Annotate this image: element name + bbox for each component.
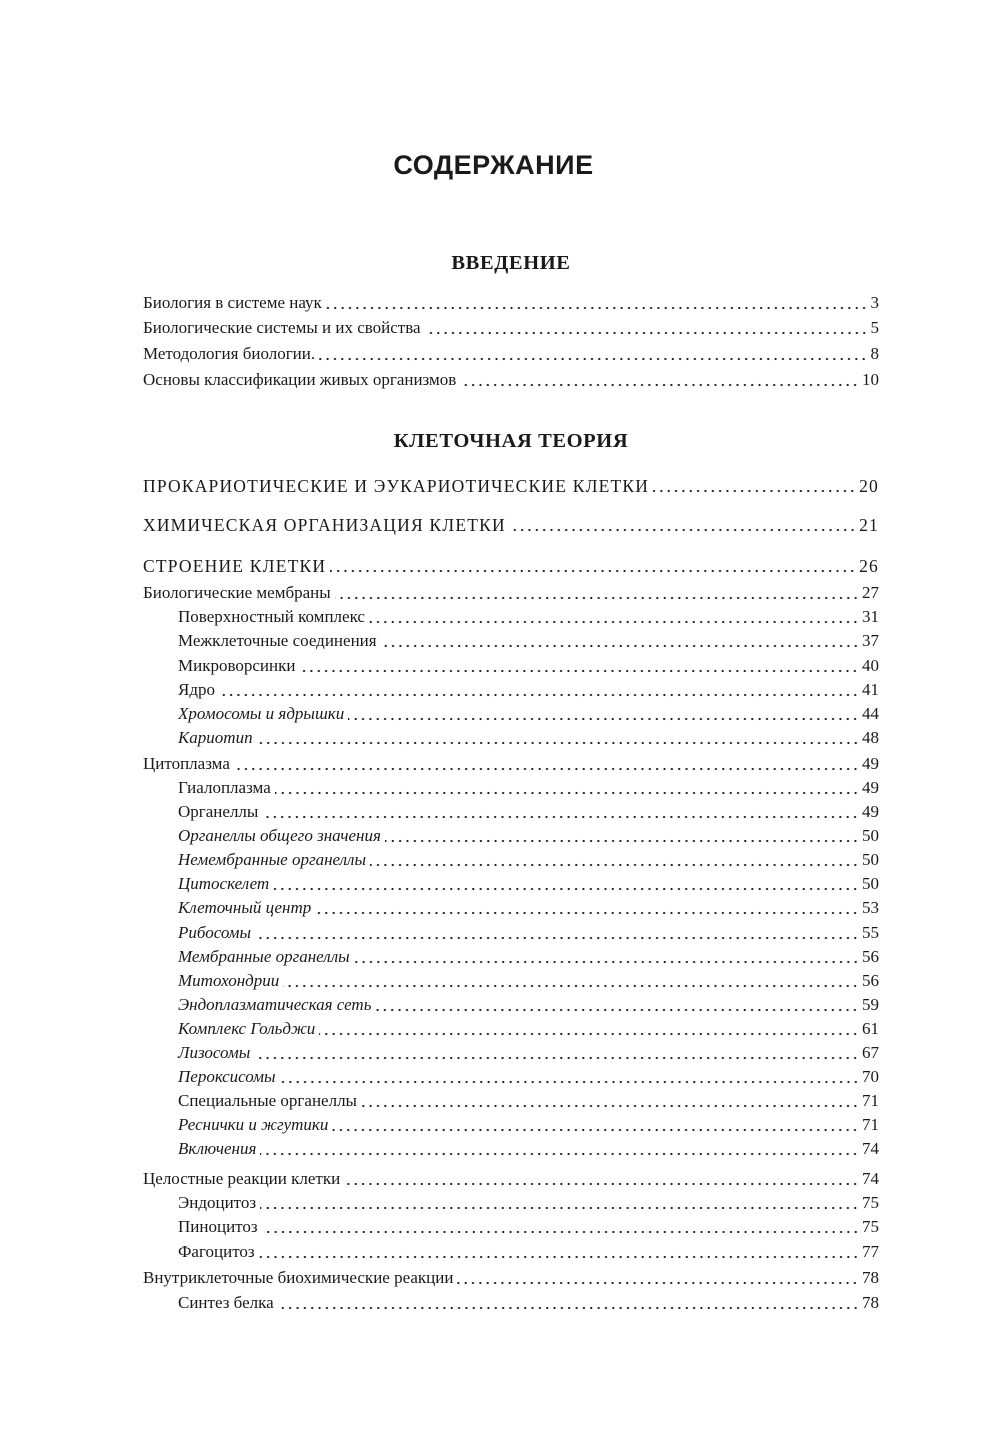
dot-leader (259, 1249, 859, 1259)
dot-leader (361, 1098, 859, 1108)
toc-entry-title: Межклеточные соединения (178, 631, 377, 650)
dot-leader (234, 761, 859, 771)
toc-entry[interactable] (143, 368, 879, 392)
toc-entry[interactable] (143, 342, 879, 366)
toc-entry[interactable] (178, 629, 879, 653)
toc-entry-page: 56 (862, 947, 879, 966)
dot-leader (278, 1300, 859, 1310)
dot-leader (283, 978, 859, 988)
dot-leader (273, 881, 859, 891)
dot-leader (260, 1200, 859, 1210)
toc-entry-page: 37 (862, 631, 879, 650)
toc-entry[interactable] (178, 1215, 879, 1239)
toc-entry[interactable] (178, 1017, 879, 1041)
toc-entry-title: Ядро (178, 680, 215, 699)
toc-entry-page: 50 (862, 874, 879, 893)
toc-entry-title: Цитоскелет (178, 874, 270, 893)
toc-entry-title: Комплекс Гольджи (178, 1019, 316, 1038)
dot-leader (257, 735, 859, 745)
dot-leader (653, 483, 856, 493)
toc-entry-page: 21 (859, 515, 879, 535)
toc-entry[interactable] (178, 993, 879, 1017)
toc-entry-title: Кариотип (178, 728, 253, 747)
toc-entry[interactable] (178, 824, 879, 848)
toc-entry[interactable] (178, 921, 879, 945)
toc-entry-title: Лизосомы (178, 1043, 251, 1062)
dot-leader (330, 563, 856, 573)
toc-entry-title: Пероксисомы (178, 1067, 276, 1086)
dot-leader (369, 614, 859, 624)
toc-entry[interactable] (178, 702, 879, 726)
toc-entry-page: 49 (862, 778, 879, 797)
toc-entry-page: 41 (862, 680, 879, 699)
toc-entry-page: 78 (862, 1268, 879, 1287)
toc-entry-page: 77 (862, 1242, 879, 1261)
toc-entry-page: 5 (870, 318, 879, 337)
toc-entry-page: 74 (862, 1169, 879, 1188)
toc-entry[interactable] (178, 1191, 879, 1215)
toc-entry-page: 70 (862, 1067, 879, 1086)
toc-entry-page: 74 (862, 1139, 879, 1158)
toc-entry[interactable] (178, 1113, 879, 1137)
toc-entry[interactable] (143, 752, 879, 776)
toc-entry[interactable] (178, 800, 879, 824)
dot-leader (381, 638, 859, 648)
toc-entry-page: 3 (870, 293, 879, 312)
toc-entry-page: 56 (862, 971, 879, 990)
toc-entry[interactable] (178, 1291, 879, 1315)
toc-entry-page: 40 (862, 656, 879, 675)
dot-leader (510, 522, 856, 532)
toc-entry-title: Цитоплазма (143, 754, 230, 773)
toc-entry[interactable] (178, 1137, 879, 1161)
toc-entry[interactable] (143, 474, 879, 498)
dot-leader (255, 930, 859, 940)
dot-leader (315, 905, 859, 915)
toc-entry[interactable] (178, 1240, 879, 1264)
toc-entry-title: Рибосомы (178, 923, 252, 942)
toc-entry-title: Специальные органеллы (178, 1091, 357, 1110)
toc-entry-page: 71 (862, 1091, 879, 1110)
toc-entry-page: 20 (859, 476, 879, 496)
toc-entry-page: 55 (862, 923, 879, 942)
toc-entry-title: Биологические мембраны (143, 583, 331, 602)
toc-entry-title: Внутриклеточные биохимические реакции (143, 1268, 454, 1287)
toc-entry[interactable] (143, 1266, 879, 1290)
toc-entry-page: 67 (862, 1043, 879, 1062)
toc-entry-page: 61 (862, 1019, 879, 1038)
toc-entry-page: 10 (862, 370, 879, 389)
section-heading-introduction: ВВЕДЕНИЕ (451, 252, 571, 274)
toc-entry-page: 75 (862, 1193, 879, 1212)
section-heading-cell-theory: КЛЕТОЧНАЯ ТЕОРИЯ (393, 430, 629, 452)
toc-entry-title: Включения (178, 1139, 257, 1158)
toc-entry-page: 49 (862, 754, 879, 773)
toc-entry[interactable] (143, 316, 879, 340)
toc-entry-title: Синтез белка (178, 1293, 274, 1312)
toc-entry-title: Целостные реакции клетки (143, 1169, 341, 1188)
toc-entry-page: 59 (862, 995, 879, 1014)
toc-entry-title: Фагоцитоз (178, 1242, 255, 1261)
dot-leader (260, 1146, 859, 1156)
dot-leader (326, 300, 868, 310)
dot-leader (319, 351, 867, 361)
toc-entry-title: Эндоплазматическая сеть (178, 995, 372, 1014)
toc-entry-title: Поверхностный комплекс (178, 607, 365, 626)
dot-leader (335, 590, 859, 600)
toc-entry[interactable] (178, 872, 879, 896)
toc-entry-page: 49 (862, 802, 879, 821)
toc-entry-title: Мембранные органеллы (178, 947, 350, 966)
toc-entry[interactable] (178, 776, 879, 800)
toc-entry[interactable] (143, 554, 879, 578)
toc-entry-page: 50 (862, 850, 879, 869)
page-title: СОДЕРЖАНИЕ (393, 150, 594, 180)
toc-entry[interactable] (178, 896, 879, 920)
toc-entry-title: Немембранные органеллы (178, 850, 366, 869)
dot-leader (370, 857, 859, 867)
toc-entry-title: Хромосомы и ядрышки (178, 704, 345, 723)
toc-entry-title: Органеллы общего значения (178, 826, 381, 845)
toc-entry-page: 27 (862, 583, 879, 602)
dot-leader (348, 711, 859, 721)
toc-entry[interactable] (178, 605, 879, 629)
toc-entry[interactable] (178, 1041, 879, 1065)
dot-leader (425, 325, 868, 335)
toc-entry-title: Гиалоплазма (178, 778, 271, 797)
toc-entry-title: ХИМИЧЕСКАЯ ОРГАНИЗАЦИЯ КЛЕТКИ (143, 515, 506, 535)
dot-leader (385, 833, 859, 843)
toc-entry-title: Основы классификации живых организмов (143, 370, 457, 389)
toc-entry-page: 48 (862, 728, 879, 747)
toc-entry-title: Биология в системе наук (143, 293, 322, 312)
dot-leader (457, 1275, 859, 1285)
dot-leader (319, 1026, 859, 1036)
toc-entry[interactable] (143, 1167, 879, 1191)
toc-entry-page: 78 (862, 1293, 879, 1312)
toc-entry[interactable] (178, 969, 879, 993)
dot-leader (280, 1074, 859, 1084)
toc-entry-title: ПРОКАРИОТИЧЕСКИЕ И ЭУКАРИОТИЧЕСКИЕ КЛЕТКИ (143, 476, 650, 496)
toc-entry[interactable] (178, 1065, 879, 1089)
toc-entry-title: Методология биологии. (143, 344, 316, 363)
toc-entry-page: 31 (862, 607, 879, 626)
toc-entry-title: Реснички и жгутики (178, 1115, 329, 1134)
dot-leader (299, 663, 859, 673)
toc-entry-page: 26 (859, 556, 879, 576)
dot-leader (262, 1224, 859, 1234)
toc-entry-title: Биологические системы и их свойства (143, 318, 421, 337)
toc-entry[interactable] (143, 581, 879, 605)
dot-leader (262, 809, 859, 819)
toc-entry-title: Эндоцитоз (178, 1193, 257, 1212)
toc-entry-page: 71 (862, 1115, 879, 1134)
toc-entry[interactable] (178, 678, 879, 702)
dot-leader (344, 1176, 859, 1186)
toc-entry[interactable] (178, 1089, 879, 1113)
toc-entry-title: Митохондрии (178, 971, 280, 990)
toc-entry-title: Органеллы (178, 802, 259, 821)
toc-entry-page: 50 (862, 826, 879, 845)
toc-entry[interactable] (178, 726, 879, 750)
toc-entry-page: 75 (862, 1217, 879, 1236)
dot-leader (219, 687, 859, 697)
toc-entry-page: 44 (862, 704, 879, 723)
dot-leader (375, 1002, 859, 1012)
toc-entry[interactable] (143, 513, 879, 537)
toc-entry-title: Микроворсинки (178, 656, 296, 675)
dot-leader (460, 377, 859, 387)
dot-leader (254, 1050, 859, 1060)
dot-leader (275, 785, 859, 795)
toc-entry-title: СТРОЕНИЕ КЛЕТКИ (143, 556, 327, 576)
toc-entry[interactable] (178, 945, 879, 969)
toc-entry-page: 53 (862, 898, 879, 917)
dot-leader (354, 954, 859, 964)
toc-entry[interactable] (143, 291, 879, 315)
toc-entry[interactable] (178, 848, 879, 872)
toc-entry-title: Клеточный центр (178, 898, 312, 917)
dot-leader (332, 1122, 859, 1132)
toc-entry[interactable] (178, 654, 879, 678)
toc-entry-title: Пиноцитоз (178, 1217, 258, 1236)
toc-entry-page: 8 (870, 344, 879, 363)
